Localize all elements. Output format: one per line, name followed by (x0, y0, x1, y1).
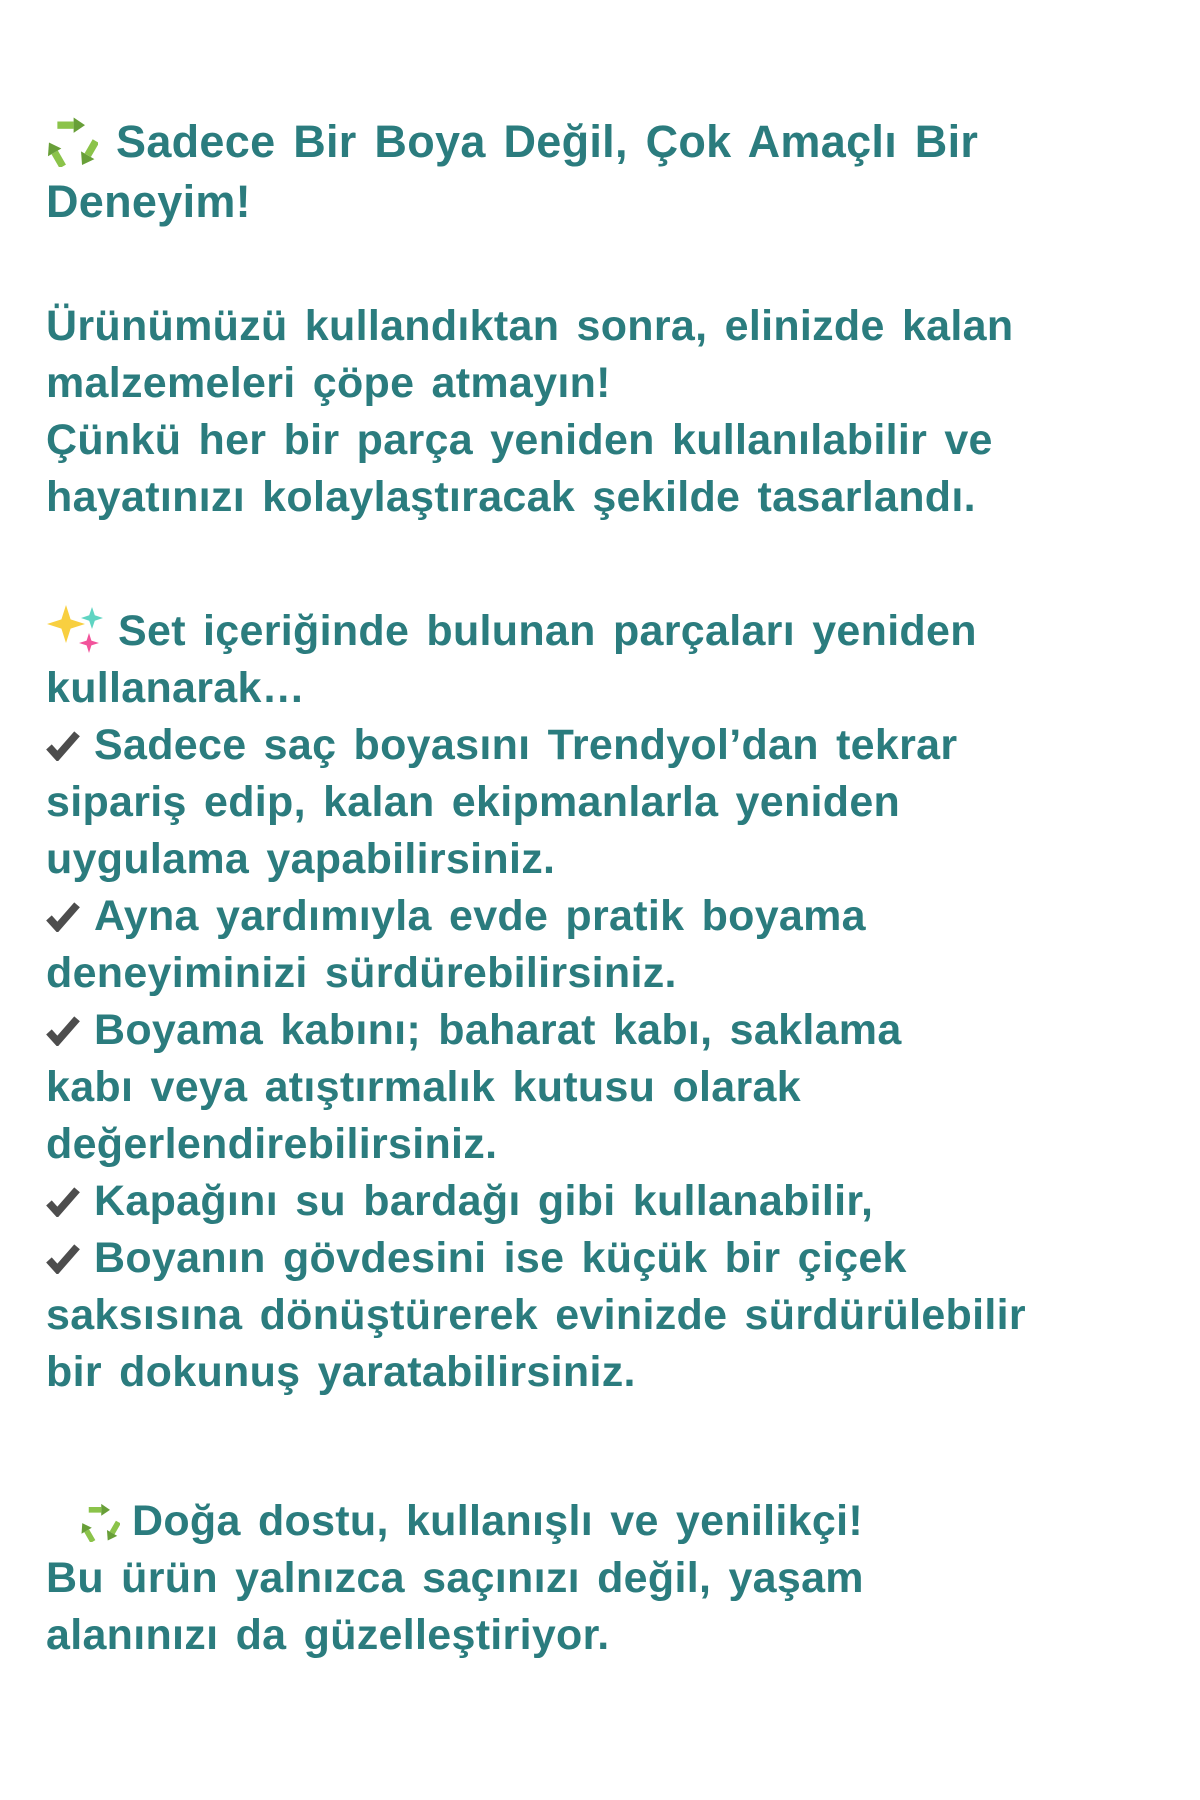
reuse-item-hair-dye-line-1 (46, 717, 1166, 774)
reuse-item-bowl (46, 1002, 1166, 1173)
reuse-item-bottle-text: bir dokunuş yaratabilirsiniz. (46, 1348, 636, 1396)
reuse-item-cap-text: Kapağını su bardağı gibi kullanabilir, (94, 1177, 874, 1225)
reuse-item-bottle-text: Boyanın gövdesini ise küçük bir çiçek (94, 1234, 907, 1282)
reuse-item-bowl-line-1 (46, 1002, 1166, 1059)
reuse-item-bottle (46, 1230, 1166, 1401)
title-line-2 (46, 172, 1166, 232)
description-content (46, 112, 1166, 1664)
reuse-item-bottle-line-2 (46, 1287, 1166, 1344)
reuse-item-bowl-line-3 (46, 1116, 1166, 1173)
reuse-item-hair-dye-text: Sadece saç boyasını Trendyol’dan tekrar (94, 721, 958, 769)
reuse-item-cap-line-1 (46, 1173, 1166, 1230)
intro-paragraph-text: Ürünümüzü kullandıktan sonra, elinizde kalan (46, 302, 1014, 350)
reuse-heading (46, 602, 1166, 717)
recycle-icon (80, 1502, 120, 1542)
title-text: Sadece Bir Boya Değil, Çok Amaçlı Bir (116, 116, 979, 167)
eco-outro-line-3 (46, 1607, 1166, 1664)
reuse-item-hair-dye-line-3 (46, 831, 1166, 888)
reuse-item-hair-dye-line-2 (46, 774, 1166, 831)
eco-outro-text: Bu ürün yalnızca saçınızı değil, yaşam (46, 1554, 864, 1602)
reuse-item-bowl-line-2 (46, 1059, 1166, 1116)
intro-paragraph-line-2 (46, 355, 1166, 412)
reuse-item-hair-dye-text: sipariş edip, kalan ekipmanlarla yeniden (46, 778, 901, 826)
check-icon (46, 1244, 80, 1274)
reuse-item-bowl-text: kabı veya atıştırmalık kutusu olarak (46, 1063, 801, 1111)
reuse-item-bottle-line-1 (46, 1230, 1166, 1287)
eco-outro (46, 1493, 1166, 1664)
reuse-item-hair-dye-text: uygulama yapabilirsiniz. (46, 835, 556, 883)
recycle-icon (46, 115, 98, 167)
check-icon (46, 1187, 80, 1217)
reuse-item-mirror-text: Ayna yardımıyla evde pratik boyama (94, 892, 866, 940)
intro-paragraph (46, 298, 1166, 526)
check-icon (46, 1016, 80, 1046)
eco-outro-text: alanınızı da güzelleştiriyor. (46, 1611, 610, 1659)
reuse-heading-text: kullanarak… (46, 664, 306, 712)
check-icon (46, 902, 80, 932)
eco-outro-line-2 (46, 1550, 1166, 1607)
reuse-item-bowl-text: değerlendirebilirsiniz. (46, 1120, 498, 1168)
intro-paragraph-line-1 (46, 298, 1166, 355)
intro-paragraph-text: Çünkü her bir parça yeniden kullanılabilir ve (46, 416, 993, 464)
intro-paragraph-line-4 (46, 469, 1166, 526)
reuse-item-bowl-text: Boyama kabını; baharat kabı, saklama (94, 1006, 902, 1054)
intro-paragraph-line-3 (46, 412, 1166, 469)
eco-outro-line-1 (46, 1493, 1166, 1550)
reuse-item-cap (46, 1173, 1166, 1230)
reuse-heading-line-1 (46, 602, 1166, 660)
sparkles-icon (46, 602, 106, 658)
title-line-1 (46, 112, 1166, 172)
reuse-heading-line-2 (46, 660, 1166, 717)
reuse-item-hair-dye (46, 717, 1166, 888)
intro-paragraph-text: hayatınızı kolaylaştıracak şekilde tasarlandı. (46, 473, 976, 521)
reuse-item-mirror-line-1 (46, 888, 1166, 945)
reuse-heading-text: Set içeriğinde bulunan parçaları yeniden (118, 607, 977, 655)
eco-outro-text: Doğa dostu, kullanışlı ve yenilikçi! (132, 1497, 863, 1545)
reuse-item-bottle-text: saksısına dönüştürerek evinizde sürdürülebilir (46, 1291, 1026, 1339)
reuse-item-mirror (46, 888, 1166, 1002)
title-text: Deneyim! (46, 176, 251, 227)
intro-paragraph-text: malzemeleri çöpe atmayın! (46, 359, 611, 407)
reuse-item-bottle-line-3 (46, 1344, 1166, 1401)
reuse-item-mirror-text: deneyiminizi sürdürebilirsiniz. (46, 949, 677, 997)
title (46, 112, 1166, 232)
check-icon (46, 731, 80, 761)
reuse-item-mirror-line-2 (46, 945, 1166, 1002)
